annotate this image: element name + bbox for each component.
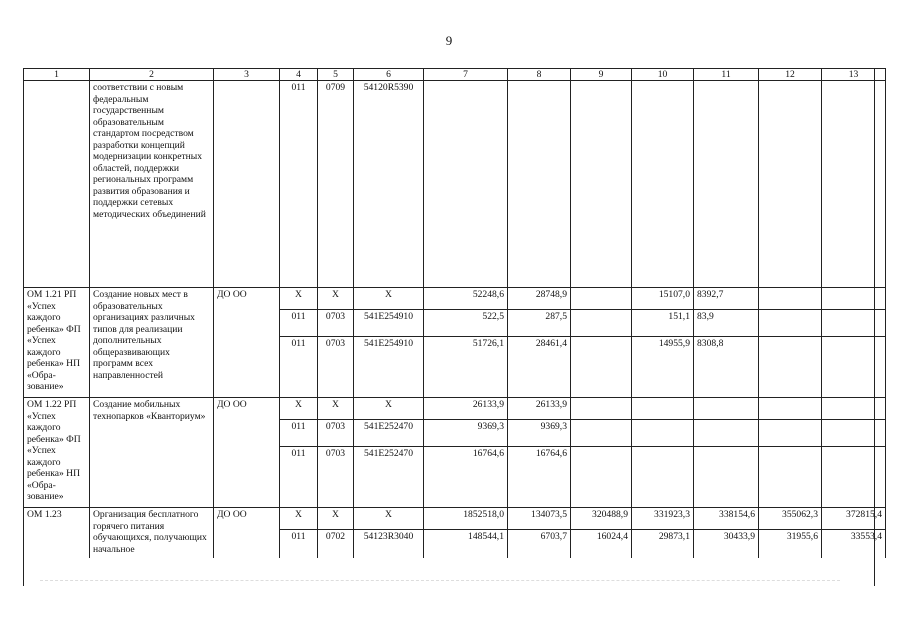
cell-value <box>759 81 822 288</box>
cell-description: Создание новых мест в образовательных организациях различных типов для реализации дополнительных общеразвивающих программ всех направленностей <box>90 288 214 398</box>
cell-value: 8392,7 <box>694 288 759 310</box>
cell-grbs: 011 <box>280 530 318 558</box>
cell-grbs: 011 <box>280 81 318 288</box>
cell-value <box>632 81 694 288</box>
cell-executor: ДО ОО <box>214 288 280 398</box>
cell-description: соответствии с новым федеральным государственным образовательным стандартом посредством разработки концепций модернизации конкретных областей, поддержки региональных программ развития образования и поддержки сетевых методических объединений <box>90 81 214 288</box>
cell-grbs: 011 <box>280 310 318 337</box>
cell-value: 30433,9 <box>694 530 759 558</box>
cell-section: 0702 <box>318 530 354 558</box>
cell-value: 331923,3 <box>632 508 694 530</box>
cell-value <box>571 310 632 337</box>
cell-value: 320488,9 <box>571 508 632 530</box>
cell-section: 0703 <box>318 447 354 508</box>
cell-description: Создание мобильных технопарков «Кванториум» <box>90 398 214 508</box>
cell-value: 16024,4 <box>571 530 632 558</box>
cell-target-article: Х <box>354 508 424 530</box>
cell-name: ОМ 1.21 РП «Успех каждого ребенка» ФП «Успех каждого ребенка» НП «Обра-зование» <box>24 288 90 398</box>
cell-value <box>571 420 632 447</box>
cell-target-article: Х <box>354 398 424 420</box>
cell-executor <box>214 81 280 288</box>
cell-grbs: 011 <box>280 337 318 398</box>
cell-executor: ДО ОО <box>214 398 280 508</box>
header-cell: 6 <box>354 69 424 81</box>
budget-table <box>23 68 886 558</box>
cell-value <box>632 398 694 420</box>
cell-target-article: Х <box>354 288 424 310</box>
cell-value <box>632 447 694 508</box>
cell-value: 28461,4 <box>508 337 571 398</box>
cell-target-article: 54120R5390 <box>354 81 424 288</box>
cell-executor: ДО ОО <box>214 508 280 558</box>
bottom-scan-line <box>40 580 840 581</box>
cell-section: 0709 <box>318 81 354 288</box>
cell-value: 14955,9 <box>632 337 694 398</box>
cell-value: 338154,6 <box>694 508 759 530</box>
cell-value <box>759 398 822 420</box>
cell-value <box>822 81 886 288</box>
cell-value <box>571 288 632 310</box>
cell-section: 0703 <box>318 310 354 337</box>
cell-value: 148544,1 <box>424 530 508 558</box>
cell-value: 52248,6 <box>424 288 508 310</box>
cell-value <box>822 288 886 310</box>
cell-grbs: Х <box>280 398 318 420</box>
cell-value: 9369,3 <box>508 420 571 447</box>
cell-section: 0703 <box>318 420 354 447</box>
cell-grbs: Х <box>280 288 318 310</box>
cell-value: 51726,1 <box>424 337 508 398</box>
page-number: 9 <box>445 33 453 48</box>
cell-value: 9369,3 <box>424 420 508 447</box>
cell-value: 26133,9 <box>424 398 508 420</box>
cell-grbs: 011 <box>280 420 318 447</box>
cell-value: 6703,7 <box>508 530 571 558</box>
cell-value <box>694 81 759 288</box>
cell-value <box>571 81 632 288</box>
header-cell: 3 <box>214 69 280 81</box>
cell-value <box>759 310 822 337</box>
cell-description: Организация бесплатного горячего питания обучающихся, получающих начальное <box>90 508 214 558</box>
cell-grbs: 011 <box>280 447 318 508</box>
header-cell: 8 <box>508 69 571 81</box>
cell-target-article: 541E254910 <box>354 337 424 398</box>
cell-value <box>759 447 822 508</box>
cell-name: ОМ 1.23 <box>24 508 90 558</box>
cell-section: 0703 <box>318 337 354 398</box>
table-row <box>24 288 886 310</box>
cell-value <box>571 398 632 420</box>
cell-value <box>571 447 632 508</box>
header-cell: 13 <box>822 69 886 81</box>
cell-value: 355062,3 <box>759 508 822 530</box>
cell-name <box>24 81 90 288</box>
cell-value: 28748,9 <box>508 288 571 310</box>
cell-value <box>694 420 759 447</box>
header-cell: 7 <box>424 69 508 81</box>
header-cell: 9 <box>571 69 632 81</box>
cell-value <box>822 337 886 398</box>
cell-value <box>424 81 508 288</box>
cell-value: 134073,5 <box>508 508 571 530</box>
header-cell: 11 <box>694 69 759 81</box>
cell-value: 287,5 <box>508 310 571 337</box>
cell-value: 151,1 <box>632 310 694 337</box>
table-row <box>24 508 886 530</box>
cell-value: 15107,0 <box>632 288 694 310</box>
cell-value: 8308,8 <box>694 337 759 398</box>
cell-target-article: 54123R3040 <box>354 530 424 558</box>
cell-name: ОМ 1.22 РП «Успех каждого ребенка» ФП «Успех каждого ребенка» НП «Обра-зование» <box>24 398 90 508</box>
cell-target-article: 541E254910 <box>354 310 424 337</box>
cell-target-article: 541E252470 <box>354 447 424 508</box>
cell-section: Х <box>318 398 354 420</box>
cell-value <box>759 337 822 398</box>
table-row <box>24 81 886 288</box>
cell-value: 26133,9 <box>508 398 571 420</box>
cell-value <box>822 310 886 337</box>
cell-section: Х <box>318 508 354 530</box>
cell-target-article: 541E252470 <box>354 420 424 447</box>
cell-value: 83,9 <box>694 310 759 337</box>
cell-value <box>822 447 886 508</box>
cell-value: 16764,6 <box>508 447 571 508</box>
cell-value <box>694 398 759 420</box>
cell-value: 31955,6 <box>759 530 822 558</box>
header-cell: 1 <box>24 69 90 81</box>
cell-value <box>822 420 886 447</box>
cell-value <box>632 420 694 447</box>
header-cell: 10 <box>632 69 694 81</box>
cell-value: 29873,1 <box>632 530 694 558</box>
cell-value: 16764,6 <box>424 447 508 508</box>
cell-value <box>822 398 886 420</box>
cell-value: 33553,4 <box>822 530 886 558</box>
cell-value <box>759 420 822 447</box>
cell-value: 522,5 <box>424 310 508 337</box>
cell-section: Х <box>318 288 354 310</box>
header-cell: 12 <box>759 69 822 81</box>
cell-value <box>508 81 571 288</box>
header-cell: 4 <box>280 69 318 81</box>
header-cell: 2 <box>90 69 214 81</box>
cell-value: 372815,4 <box>822 508 886 530</box>
cell-value <box>694 447 759 508</box>
cell-grbs: Х <box>280 508 318 530</box>
header-cell: 5 <box>318 69 354 81</box>
cell-value <box>759 288 822 310</box>
header-row <box>24 69 886 81</box>
table-row <box>24 398 886 420</box>
cell-value <box>571 337 632 398</box>
cell-value: 1852518,0 <box>424 508 508 530</box>
